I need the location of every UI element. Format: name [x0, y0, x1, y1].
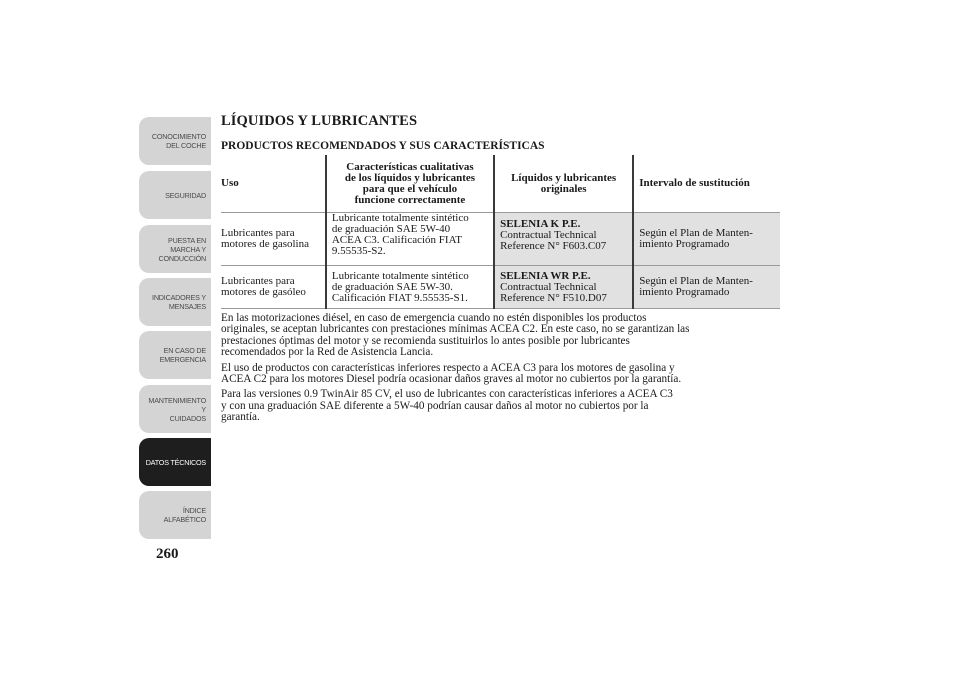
header-caracteristicas [326, 155, 494, 213]
cell-caracteristicas [326, 213, 494, 266]
cell-producto [494, 213, 633, 266]
cell-intervalo [633, 266, 780, 309]
note-line: ACEA C2 para los motores Diesel podría ocasionar daños graves al motor no cubiertos por la garantía. [221, 373, 682, 386]
note-paragraph [221, 389, 781, 423]
table-header-row [221, 155, 780, 213]
header-intervalo: Intervalo de sustitución [633, 155, 780, 213]
lubricants-table [221, 155, 780, 309]
cell-line: motores de gasóleo [221, 286, 306, 298]
cell-uso [221, 213, 326, 266]
cell-caracteristicas [326, 266, 494, 309]
tab-label: DATOS TÉCNICOS [145, 457, 206, 467]
note-paragraph [221, 363, 781, 386]
cell-line: de graduación SAE 5W-40 [331, 223, 451, 235]
cell-line: imiento Programado [639, 286, 730, 298]
header-line: para que el vehículo [362, 182, 458, 195]
note-paragraph [221, 313, 781, 359]
tab-datos-tecnicos[interactable] [139, 438, 211, 486]
cell-uso [221, 266, 326, 309]
header-uso: Uso [221, 177, 239, 189]
cell-intervalo [633, 213, 780, 266]
cell-line: Lubricante totalmente sintético [331, 212, 469, 224]
note-line: Para las versiones 0.9 TwinAir 85 CV, el uso de lubricantes con características inferiores a ACEA C3 [221, 388, 673, 401]
section-subtitle: PRODUCTOS RECOMENDADOS Y SUS CARACTERÍSTICAS [221, 140, 545, 152]
header-line: funcione correctamente [354, 193, 466, 206]
header-liquidos [494, 155, 633, 213]
cell-producto [494, 266, 633, 309]
note-line: originales, se aceptan lubricantes con prestaciones mínimas ACEA C2. En este caso, no se garantizan las [221, 323, 690, 336]
page-title: LÍQUIDOS Y LUBRICANTES [221, 113, 418, 129]
table-row [221, 266, 780, 309]
notes [221, 313, 781, 428]
note-line: prestaciones óptimas del motor y se recomienda sustituirlos lo antes posible por lubricantes [221, 334, 630, 347]
product-name: SELENIA WR P.E. [500, 269, 591, 282]
note-line: El uso de productos con características inferiores respecto a ACEA C3 para los motores de gasolina y [221, 361, 675, 374]
cell-line: Según el Plan de Manten- [639, 227, 753, 239]
cell-line: Contractual Technical [500, 280, 597, 293]
product-name: SELENIA K P.E. [500, 218, 581, 230]
tab-puesta-en-marcha[interactable] [139, 225, 211, 273]
cell-line: imiento Programado [639, 238, 730, 250]
tab-label: MANTENIMIENTO Y CUIDADOS [148, 395, 206, 423]
table-row [221, 213, 780, 266]
page-number: 260 [156, 546, 179, 562]
cell-line: Lubricantes para [221, 227, 295, 239]
tab-indice-alfabetico[interactable] [139, 491, 211, 539]
cell-line: Reference N° F603.C07 [500, 240, 607, 252]
tab-indicadores[interactable] [139, 278, 211, 326]
tab-label: PUESTA EN MARCHA Y CONDUCCIÓN [158, 235, 206, 263]
note-line: y con una graduación SAE diferente a 5W-40 podrían causar daños al motor no cubiertos por la [221, 399, 649, 412]
cell-line: Lubricante totalmente sintético [331, 269, 469, 282]
tab-label: INDICADORES Y MENSAJES [152, 293, 206, 311]
note-line: En las motorizaciones diésel, en caso de emergencia cuando no estén disponibles los productos [221, 312, 647, 324]
header-line: Líquidos y lubricantes [511, 171, 617, 184]
cell-line: 9.55535-S2. [331, 245, 386, 257]
tab-conocimiento-del-coche[interactable] [139, 117, 211, 165]
tab-label: ÍNDICE ALFABÉTICO [163, 506, 206, 524]
note-line: garantía. [221, 411, 260, 424]
cell-line: Según el Plan de Manten- [639, 275, 753, 287]
note-line: recomendados por la Red de Asistencia Lancia. [221, 346, 434, 359]
cell-line: Calificación FIAT 9.55535-S1. [331, 291, 468, 304]
tab-label: SEGURIDAD [165, 190, 206, 200]
cell-line: ACEA C3. Calificación FIAT [331, 234, 463, 246]
tab-mantenimiento[interactable] [139, 385, 211, 433]
tab-seguridad[interactable] [139, 171, 211, 219]
cell-line: Reference N° F510.D07 [500, 291, 607, 304]
header-line: de los líquidos y lubricantes [344, 171, 476, 184]
header-line: Características cualitativas [346, 160, 474, 173]
cell-line: Lubricantes para [221, 275, 295, 287]
tab-label: EN CASO DE EMERGENCIA [159, 346, 206, 364]
cell-line: motores de gasolina [221, 238, 309, 250]
tab-label: CONOCIMIENTO DEL COCHE [151, 132, 206, 150]
tab-emergencia[interactable] [139, 331, 211, 379]
cell-line: de graduación SAE 5W-30. [331, 280, 453, 293]
cell-line: Contractual Technical [500, 229, 597, 241]
header-line: originales [540, 182, 587, 195]
